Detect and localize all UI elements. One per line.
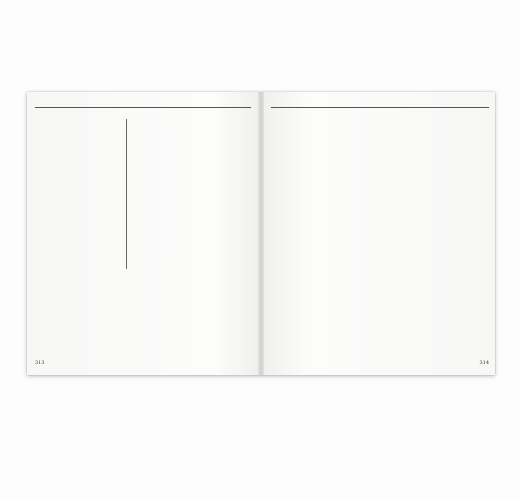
right-header-rule: [271, 107, 489, 108]
right-body-text: [285, 119, 479, 359]
left-page-number: 313: [35, 360, 45, 366]
right-page-number: 314: [479, 360, 489, 366]
left-header-rule: [35, 107, 251, 108]
book-gutter: [258, 92, 264, 375]
left-body-text: [131, 119, 245, 359]
left-footnotes: [68, 119, 114, 269]
right-page: [261, 92, 495, 375]
open-book: [27, 92, 495, 375]
notes-divider: [126, 119, 127, 269]
left-page: [27, 92, 261, 375]
